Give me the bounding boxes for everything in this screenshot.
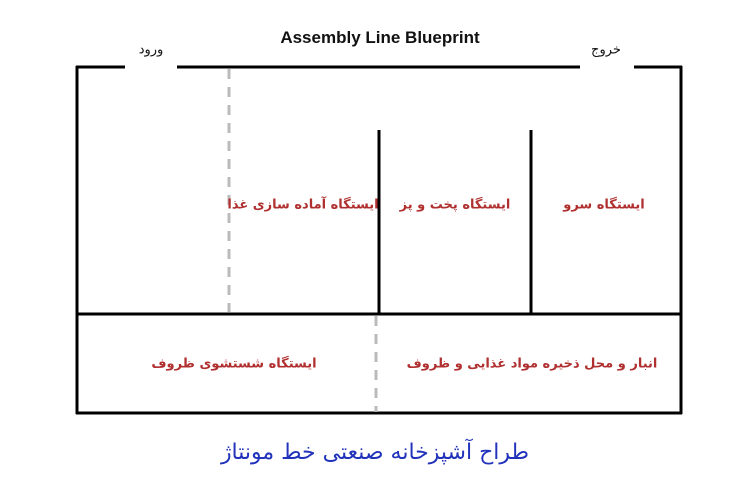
diagram-caption: طراح آشپزخانه صنعتی خط مونتاژ bbox=[220, 440, 530, 465]
exit-door-label: خروج bbox=[591, 42, 621, 58]
cooking-station-label: ایستگاه پخت و پز bbox=[399, 197, 511, 213]
storage-area-label: انبار و محل ذخیره مواد غذایی و ظروف bbox=[406, 356, 658, 372]
serving-station-label: ایستگاه سرو bbox=[563, 197, 645, 213]
entry-door-label: ورود bbox=[138, 42, 164, 58]
prep-station-label: ایستگاه آماده سازی غذا bbox=[227, 197, 379, 213]
dishwashing-station-label: ایستگاه شستشوی ظروف bbox=[151, 356, 317, 372]
blueprint-title: Assembly Line Blueprint bbox=[280, 28, 480, 47]
